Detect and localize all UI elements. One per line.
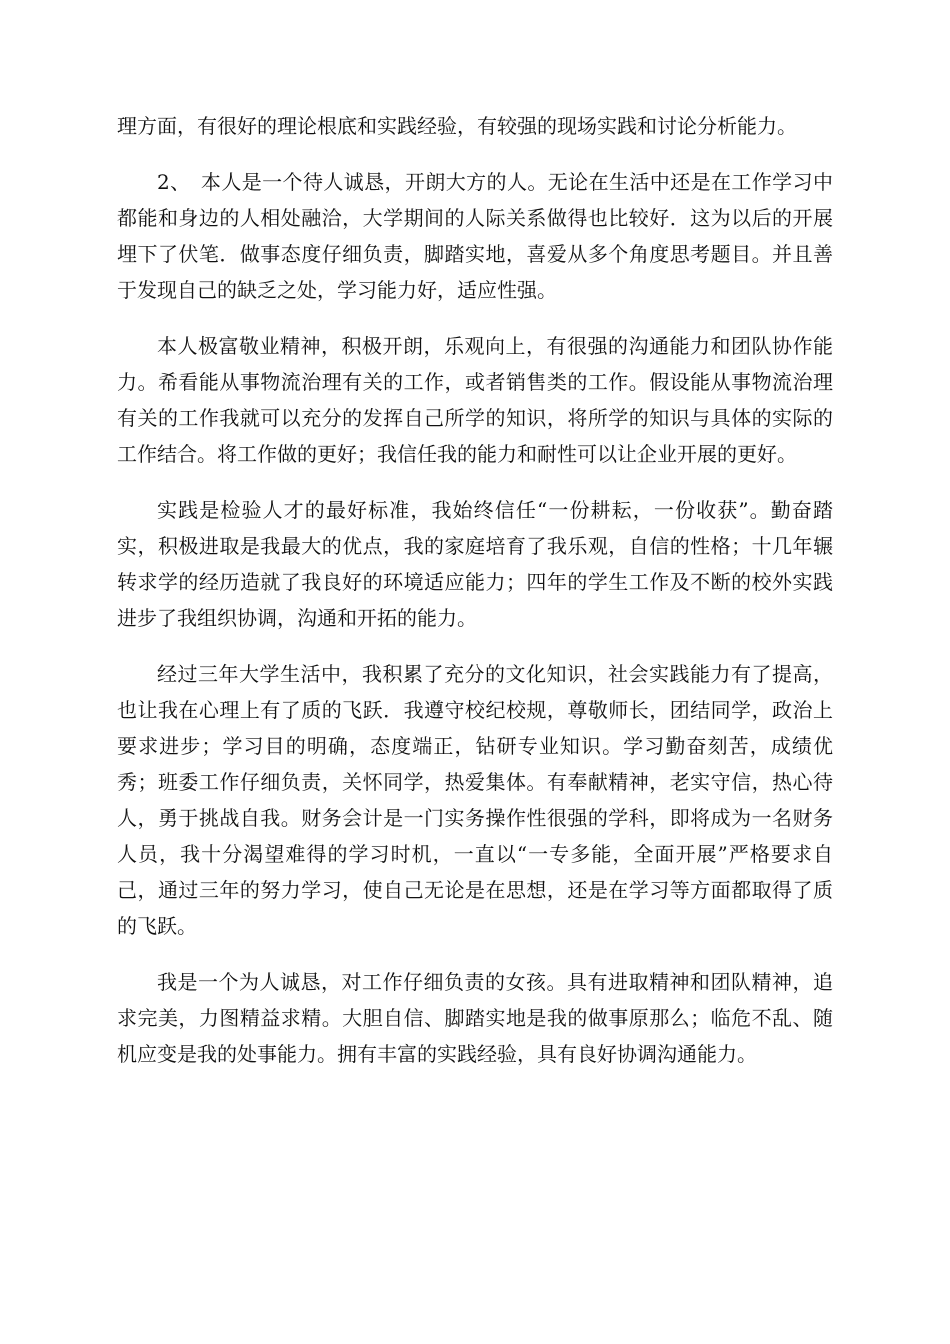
- document-body: [117, 108, 833, 1092]
- paragraph-practice: 实践是检验人才的最好标准，我始终信任“一份耕耘，一份收获”。勤奋踏实，积极进取是我最大的优点，我的家庭培育了我乐观，自信的性格；十几年辗转求学的经历造就了我良好的环境适应能力；四年的学生工作及不断的校外实践进步了我组织协调，沟通和开拓的能力。: [117, 498, 833, 630]
- paragraph-personality: 我是一个为人诚恳，对工作仔细负责的女孩。具有进取精神和团队精神，追求完美，力图精益求精。大胆自信、脚踏实地是我的做事原那么；临危不乱、随机应变是我的处事能力。拥有丰富的实践经验，具有良好协调沟通能力。: [117, 970, 833, 1066]
- paragraph-university-life: 经过三年大学生活中，我积累了充分的文化知识，社会实践能力有了提高，也让我在心理上有了质的飞跃．我遵守校纪校规，尊敬师长，团结同学，政治上要求进步；学习目的明确，态度端正，钻研专业知识。学习勤奋刻苦，成绩优秀；班委工作仔细负责，关怀同学，热爱集体。有奉献精神，老实守信，热心待人，勇于挑战自我。财务会计是一门实务操作性很强的学科，即将成为一名财务人员，我十分渴望难得的学习时机，一直以“一专多能，全面开展”严格要求自己，通过三年的努力学习，使自己无论是在思想，还是在学习等方面都取得了质的飞跃。: [117, 662, 833, 938]
- paragraph-self-evaluation-2: 2、 本人是一个待人诚恳，开朗大方的人。无论在生活中还是在工作学习中都能和身边的人相处融洽，大学期间的人际关系做得也比较好．这为以后的开展埋下了伏笔．做事态度仔细负责，脚踏实地，喜爱从多个角度思考题目。并且善于发现自己的缺乏之处，学习能力好，适应性强。: [117, 170, 833, 302]
- paragraph-dedication: 本人极富敬业精神，积极开朗，乐观向上，有很强的沟通能力和团队协作能力。希看能从事物流治理有关的工作，或者销售类的工作。假设能从事物流治理有关的工作我就可以充分的发挥自己所学的知识，将所学的知识与具体的实际的工作结合。将工作做的更好；我信任我的能力和耐性可以让企业开展的更好。: [117, 334, 833, 466]
- paragraph-continued: 理方面，有很好的理论根底和实践经验，有较强的现场实践和讨论分析能力。: [117, 114, 797, 138]
